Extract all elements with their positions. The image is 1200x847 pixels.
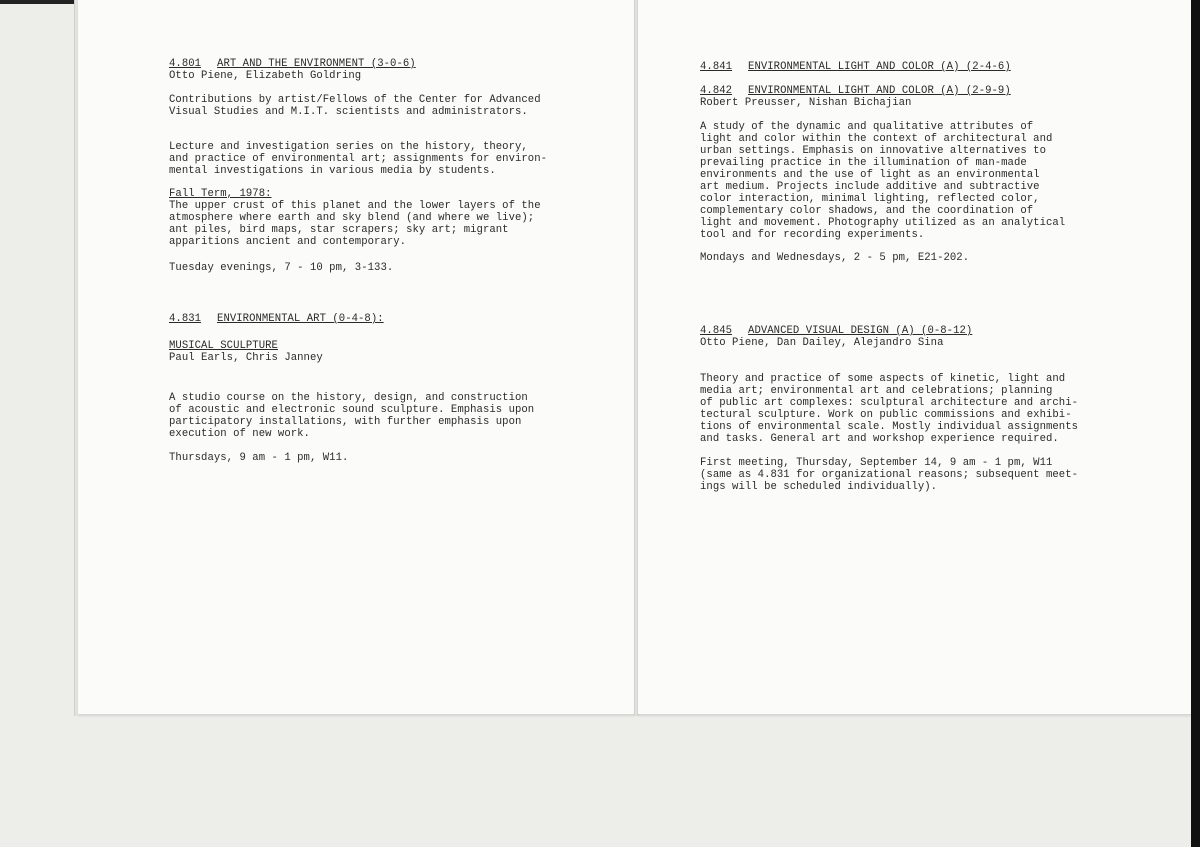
course-4841-title: ENVIRONMENTAL LIGHT AND COLOR (A) (2-4-6) — [748, 61, 1011, 73]
course-4845-description: Theory and practice of some aspects of kinetic, light and media art; environmental art and celebrations; planning of public art complexes: sculptural architecture and archi- tectural sculpture. Work on public commissions and exhibi- tions of environmental scale. Mostly individual assignments and tasks. General art and workshop experience required. — [700, 373, 1079, 445]
course-4842-schedule: Mondays and Wednesdays, 2 - 5 pm, E21-202. — [700, 252, 970, 264]
course-4845-instructors: Otto Piene, Dan Dailey, Alejandro Sina — [700, 337, 944, 349]
course-4801-term-label: Fall Term, 1978: — [169, 188, 272, 200]
right-page — [638, 0, 1192, 714]
course-4842-instructors: Robert Preusser, Nishan Bichajian — [700, 97, 912, 109]
course-4801-schedule: Tuesday evenings, 7 - 10 pm, 3-133. — [169, 262, 394, 274]
course-4801-contributions: Contributions by artist/Fellows of the Center for Advanced Visual Studies and M.I.T. scientists and administrators. — [169, 94, 541, 118]
course-4831-description: A studio course on the history, design, and construction of acoustic and electronic sound sculpture. Emphasis upon participatory installations, with further emphasis upon execution of new work. — [169, 392, 535, 440]
course-4842-description: A study of the dynamic and qualitative attributes of light and color within the context of architectural and urban settings. Emphasis on innovative alternatives to prevailing practice in the illumination of man-made environments and the use of light as an environmental art medium. Projects include additive and subtractive color interaction, minimal lighting, reflected color, complementary color shadows, and the coordination of light and movement. Photography utilized as an analytical tool and for recording experiments. — [700, 121, 1066, 241]
left-page — [78, 0, 635, 714]
course-4841-heading — [700, 61, 1011, 73]
course-4842-number: 4.842 — [700, 85, 733, 97]
course-4845-title: ADVANCED VISUAL DESIGN (A) (0-8-12) — [748, 325, 973, 337]
course-4831-subtitle: MUSICAL SCULPTURE — [169, 340, 278, 352]
course-4801-term-text: The upper crust of this planet and the lower layers of the atmosphere where earth and sky blend (and where we live); ant piles, bird maps, star scrapers; sky art; migrant apparitions ancient and contemporary. — [169, 200, 541, 248]
course-4831-heading — [169, 313, 384, 325]
course-4801-description: Lecture and investigation series on the history, theory, and practice of environmental art; assignments for environ- mental investigations in various media by students. — [169, 141, 548, 177]
course-4842-title: ENVIRONMENTAL LIGHT AND COLOR (A) (2-9-9) — [748, 85, 1011, 97]
right-scan-edge — [1191, 0, 1200, 847]
scan-top-edge-mark — [0, 0, 78, 4]
course-4801-instructors: Otto Piene, Elizabeth Goldring — [169, 70, 362, 82]
course-4801-title: ART AND THE ENVIRONMENT (3-0-6) — [217, 58, 416, 70]
course-4841-number: 4.841 — [700, 61, 733, 73]
course-4845-number: 4.845 — [700, 325, 733, 337]
course-4831-title: ENVIRONMENTAL ART (0-4-8): — [217, 313, 384, 325]
course-4845-schedule: First meeting, Thursday, September 14, 9 am - 1 pm, W11 (same as 4.831 for organizational reasons; subsequent meet- ings will be scheduled individually). — [700, 457, 1079, 493]
course-4801-number: 4.801 — [169, 58, 202, 70]
course-4842-heading — [700, 85, 1011, 97]
course-4831-schedule: Thursdays, 9 am - 1 pm, W11. — [169, 452, 349, 464]
course-4845-heading — [700, 325, 972, 337]
course-4831-number: 4.831 — [169, 313, 202, 325]
course-4831-instructors: Paul Earls, Chris Janney — [169, 352, 323, 364]
course-4801-heading — [169, 58, 416, 70]
